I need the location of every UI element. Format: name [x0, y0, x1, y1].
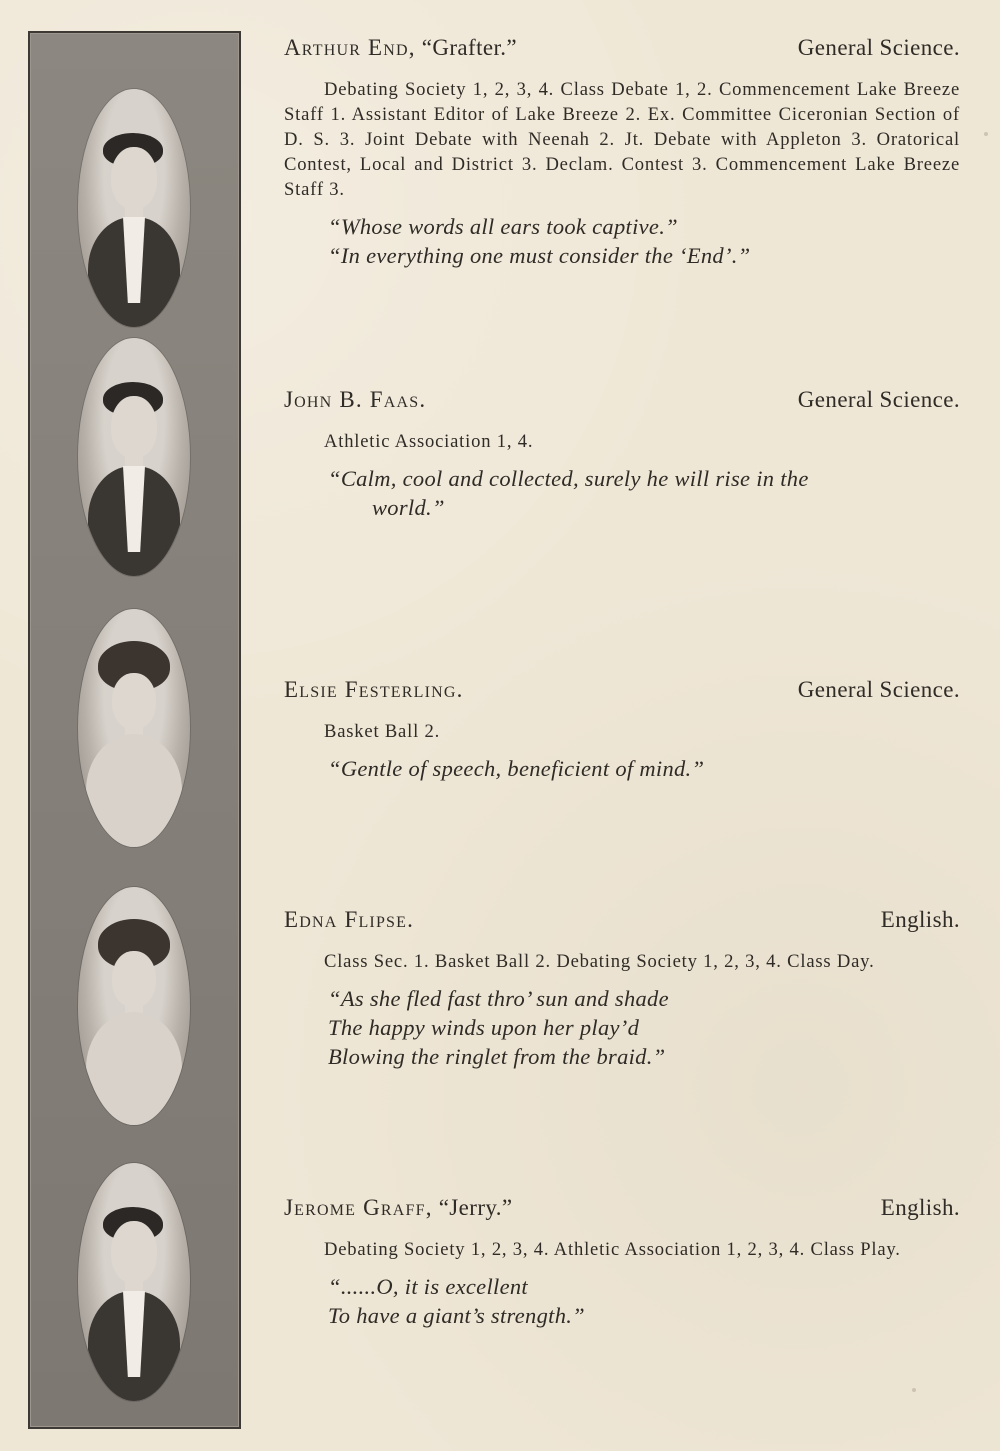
quote-line: To have a giant’s strength.”: [328, 1303, 585, 1328]
entry-john-b-faas: [284, 388, 960, 522]
dress-shape: [86, 1012, 182, 1125]
student-nickname: “Grafter.”: [421, 35, 518, 60]
student-name: Arthur End,: [284, 35, 416, 60]
face-shape: [111, 147, 157, 209]
activities-text: Athletic Association 1, 4.: [324, 431, 534, 452]
quote-block: [328, 1272, 960, 1330]
entry-header: [284, 388, 960, 411]
course-name: General Science.: [797, 387, 960, 412]
entry-header: [284, 1196, 960, 1219]
student-name: Elsie Festerling.: [284, 677, 464, 702]
course-name: English.: [880, 907, 960, 932]
activities-text: Debating Society 1, 2, 3, 4. Class Debate 1, 2. Commencement Lake Breeze Staff 1. Assistant Editor of Lake Breeze 2. Ex. Committee Ciceronian Section of D. S. 3. Joint Debate with Neenah 2. Jt. Debate with Appleton 3. Oratorical Contest, Local and District 3. Declam. Contest 3. Commencement Lake Breeze Staff 3.: [284, 79, 960, 200]
student-nickname: “Jerry.”: [438, 1195, 513, 1220]
face-shape: [111, 396, 157, 458]
quote-block: [328, 464, 960, 522]
quote-line: The happy winds upon her play’d: [328, 1015, 640, 1040]
activities-text: Basket Ball 2.: [324, 721, 441, 742]
name-block: [284, 908, 414, 931]
entry-elsie-festerling: [284, 678, 960, 783]
course-name: General Science.: [797, 677, 960, 702]
portrait-strip: [28, 31, 241, 1429]
entry-header: [284, 678, 960, 701]
name-block: [284, 678, 464, 701]
portrait-john-b-faas: [78, 338, 190, 576]
paper-speck: [912, 1388, 916, 1392]
portrait-elsie-festerling: [78, 609, 190, 847]
student-name: Jerome Graff,: [284, 1195, 433, 1220]
paper-speck: [984, 132, 988, 136]
quote-line: “......O, it is excellent: [328, 1274, 528, 1299]
quote-block: [328, 212, 960, 270]
quote-line: “Whose words all ears took captive.”: [328, 214, 678, 239]
entry-jerome-graff: [284, 1196, 960, 1330]
activities-text: Debating Society 1, 2, 3, 4. Athletic Association 1, 2, 3, 4. Class Play.: [324, 1239, 901, 1260]
entry-arthur-end: [284, 36, 960, 270]
activities-text: Class Sec. 1. Basket Ball 2. Debating Society 1, 2, 3, 4. Class Day.: [324, 951, 875, 972]
face-shape: [111, 1221, 157, 1283]
student-name: John B. Faas.: [284, 387, 427, 412]
entry-header: [284, 36, 960, 59]
portrait-jerome-graff: [78, 1163, 190, 1401]
dress-shape: [86, 734, 182, 847]
quote-line: Blowing the ringlet from the braid.”: [328, 1044, 666, 1069]
entry-header: [284, 908, 960, 931]
course-name: English.: [880, 1195, 960, 1220]
student-name: Edna Flipse.: [284, 907, 415, 932]
quote-block: [328, 754, 960, 783]
entry-edna-flipse: [284, 908, 960, 1071]
name-block: [284, 1196, 513, 1219]
quote-line: world.”: [372, 495, 445, 520]
portrait-edna-flipse: [78, 887, 190, 1125]
quote-line: “As she fled fast thro’ sun and shade: [328, 986, 669, 1011]
name-block: [284, 36, 517, 59]
quote-line: “Calm, cool and collected, surely he will rise in the: [328, 466, 809, 491]
quote-line: “In everything one must consider the ‘End’.”: [328, 243, 751, 268]
name-block: [284, 388, 426, 411]
quote-line: “Gentle of speech, beneficient of mind.”: [328, 756, 705, 781]
course-name: General Science.: [797, 35, 960, 60]
portrait-arthur-end: [78, 89, 190, 327]
quote-block: [328, 984, 960, 1071]
